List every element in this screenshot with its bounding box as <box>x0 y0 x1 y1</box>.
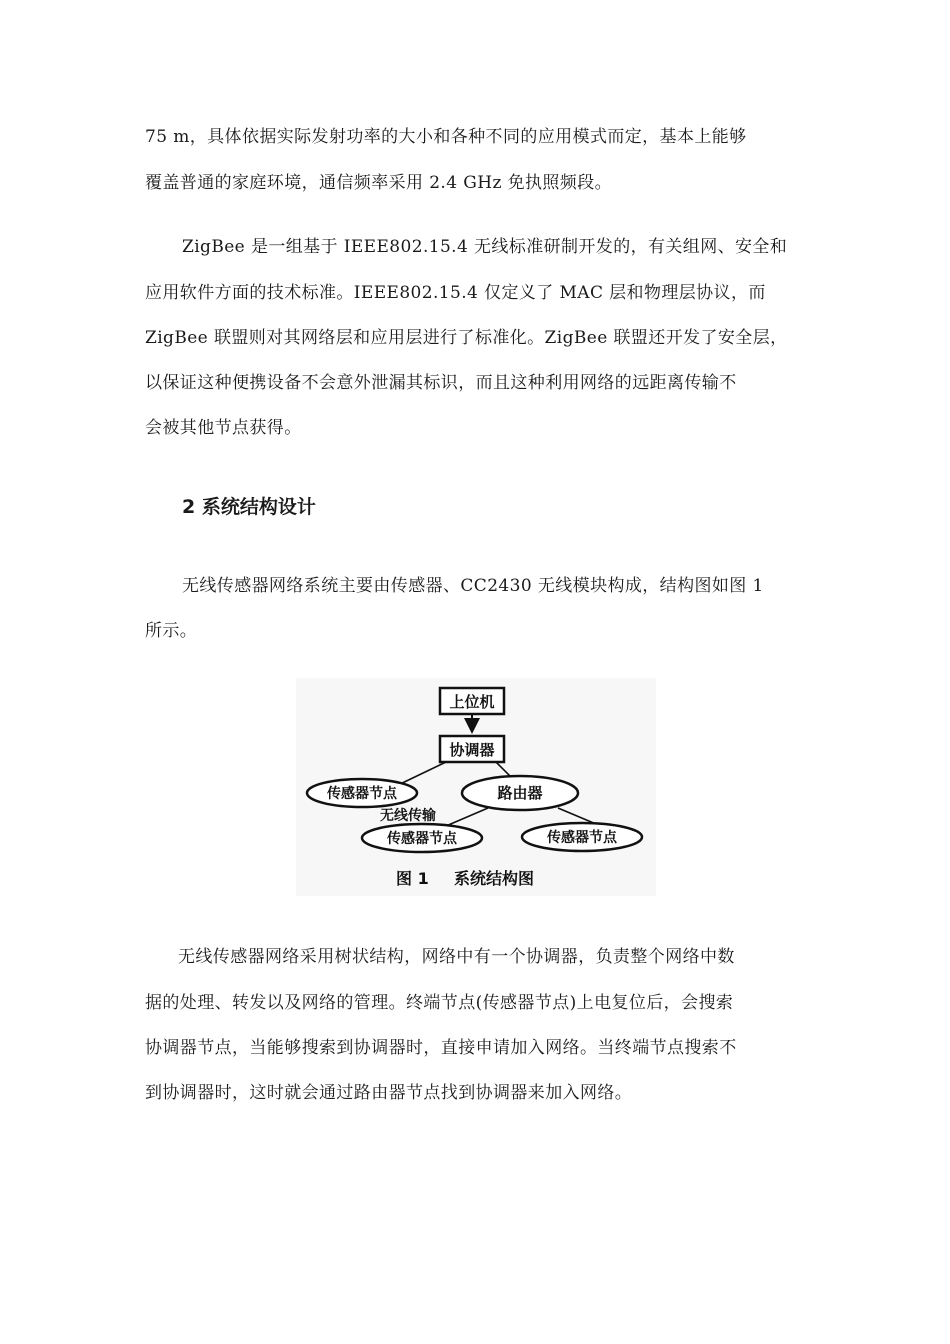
paragraph-4-line-3: 协调器节点，当能够搜索到协调器时，直接申请加入网络。当终端节点搜索不 <box>145 1038 737 1058</box>
router-to-sensor-line-right <box>558 808 596 824</box>
paragraph-2-line-1: ZigBee 是一组基于 IEEE802.15.4 无线标准研制开发的，有关组网、安全和 <box>182 237 788 257</box>
router-label: 路由器 <box>497 784 543 802</box>
paragraph-1-line-2: 覆盖普通的家庭环境，通信频率采用 2.4 GHz 免执照频段。 <box>145 173 613 193</box>
host-label: 上位机 <box>449 693 495 711</box>
sensor-node-bottom-left-label: 传感器节点 <box>387 831 457 847</box>
coordinator-to-sensor-line <box>396 762 446 786</box>
paragraph-4-line-4: 到协调器时，这时就会通过路由器节点找到协调器来加入网络。 <box>145 1083 633 1103</box>
router-to-sensor-line-left <box>446 808 488 826</box>
paragraph-3-line-2: 所示。 <box>145 621 198 641</box>
paragraph-4-line-2: 据的处理、转发以及网络的管理。终端节点(传感器节点)上电复位后，会搜索 <box>145 993 734 1013</box>
sensor-node-left-label: 传感器节点 <box>327 786 397 802</box>
figure-caption-number: 图 1 <box>396 869 429 888</box>
paragraph-2-line-2: 应用软件方面的技术标准。IEEE802.15.4 仅定义了 MAC 层和物理层协议，而 <box>145 283 766 303</box>
paragraph-1-line-1: 75 m，具体依据实际发射功率的大小和各种不同的应用模式而定，基本上能够 <box>145 127 747 147</box>
paragraph-4-line-1: 无线传感器网络采用树状结构，网络中有一个协调器，负责整个网络中数 <box>178 947 735 967</box>
paragraph-2-line-4: 以保证这种便携设备不会意外泄漏其标识，而且这种利用网络的远距离传输不 <box>145 373 737 393</box>
system-structure-figure <box>296 678 656 896</box>
system-structure-diagram <box>296 678 656 896</box>
paragraph-2-line-3: ZigBee 联盟则对其网络层和应用层进行了标准化。ZigBee 联盟还开发了安全层， <box>145 328 788 348</box>
sensor-node-bottom-right-label: 传感器节点 <box>547 830 617 846</box>
coordinator-label: 协调器 <box>449 741 495 759</box>
section-heading: 2 系统结构设计 <box>182 496 316 518</box>
paragraph-3-line-1: 无线传感器网络系统主要由传感器、CC2430 无线模块构成，结构图如图 1 <box>182 576 764 596</box>
wireless-transmission-label: 无线传输 <box>380 808 436 824</box>
paragraph-2-line-5: 会被其他节点获得。 <box>145 418 302 438</box>
figure-caption-title: 系统结构图 <box>454 869 535 888</box>
